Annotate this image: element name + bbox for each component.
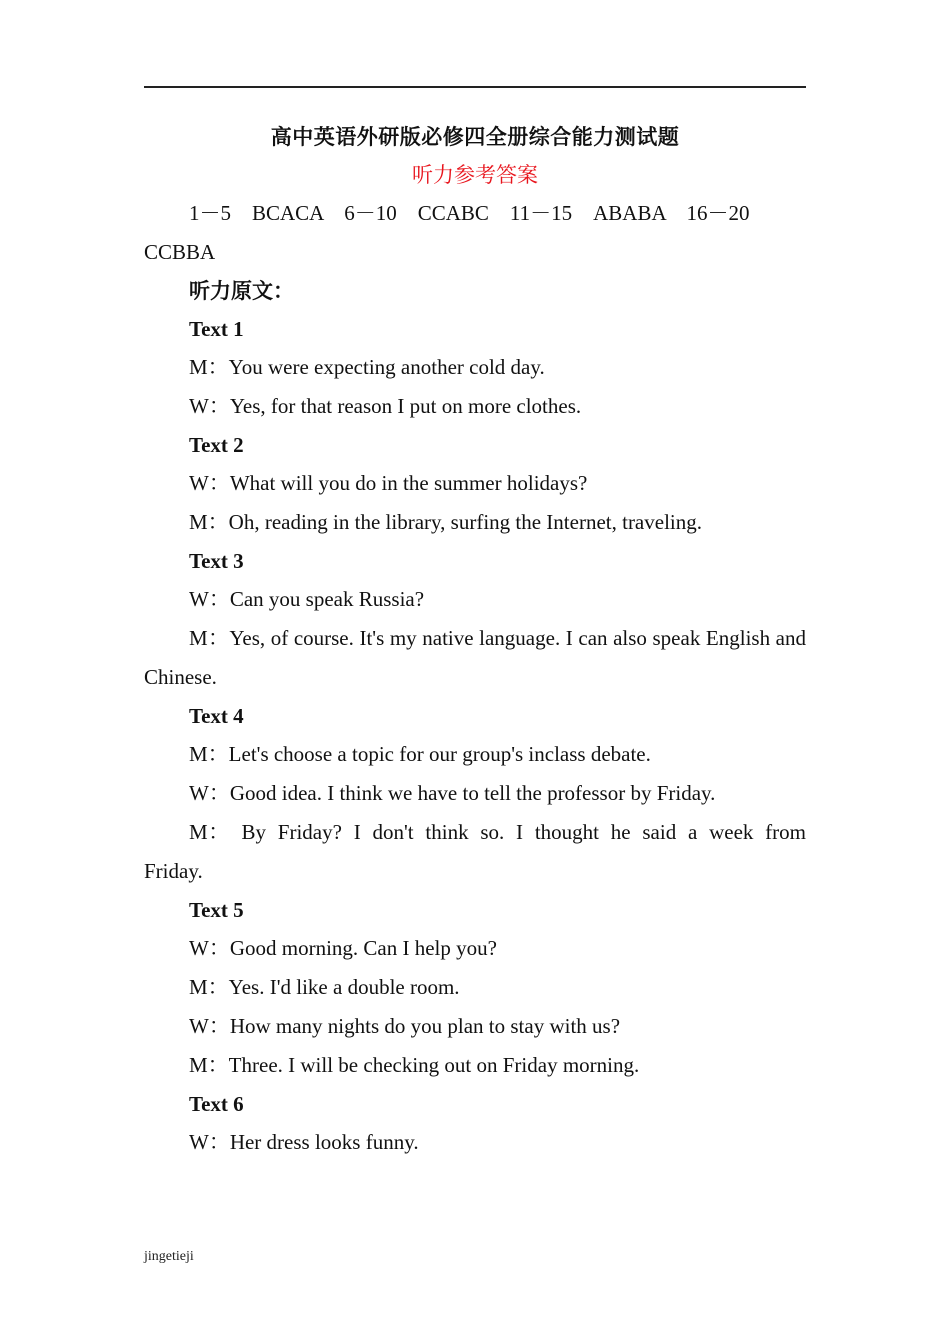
- section-heading: Text 5: [189, 898, 244, 922]
- transcript-heading: 听力原文：: [189, 279, 294, 303]
- dialogue-line: W：What will you do in the summer holidays?: [189, 471, 588, 495]
- dialogue-line: M：Yes. I'd like a double room.: [189, 975, 460, 999]
- dialogue-line: W：How many nights do you plan to stay with us?: [189, 1014, 621, 1038]
- dialogue-line: W：Good idea. I think we have to tell the professor by Friday.: [189, 781, 716, 805]
- document-subtitle: 听力参考答案: [412, 163, 538, 187]
- dialogue-line: M：Yes, of course. It's my native language. I can also speak English and Chinese.: [144, 626, 806, 689]
- dialogue-line: W：Good morning. Can I help you?: [189, 936, 497, 960]
- page-footer: jingetieji: [144, 1249, 194, 1264]
- section-heading: Text 6: [189, 1092, 244, 1116]
- document-page: [144, 118, 806, 1162]
- document-title: 高中英语外研版必修四全册综合能力测试题: [270, 125, 680, 149]
- dialogue-line: M：Oh, reading in the library, surfing the Internet, traveling.: [189, 510, 702, 534]
- section-heading: Text 3: [189, 549, 244, 573]
- dialogue-line: M：Three. I will be checking out on Friday morning.: [189, 1053, 640, 1077]
- section-heading: Text 2: [189, 433, 244, 457]
- dialogue-line: W：Can you speak Russia?: [189, 587, 425, 611]
- dialogue-line: W：Yes, for that reason I put on more clothes.: [189, 394, 582, 418]
- dialogue-line: M： By Friday? I don't think so. I thought he said a week from Friday.: [144, 820, 806, 883]
- answer-key-line-continued: CCBBA: [144, 240, 216, 264]
- section-heading: Text 1: [189, 317, 244, 341]
- dialogue-line: M：You were expecting another cold day.: [189, 355, 545, 379]
- dialogue-line: W：Her dress looks funny.: [189, 1130, 419, 1154]
- section-heading: Text 4: [189, 704, 244, 728]
- header-rule: [144, 86, 806, 88]
- answer-key-line: 1－5 BCACA 6－10 CCABC 11－15 ABABA 16－20: [189, 201, 750, 225]
- dialogue-line: M：Let's choose a topic for our group's inclass debate.: [189, 742, 651, 766]
